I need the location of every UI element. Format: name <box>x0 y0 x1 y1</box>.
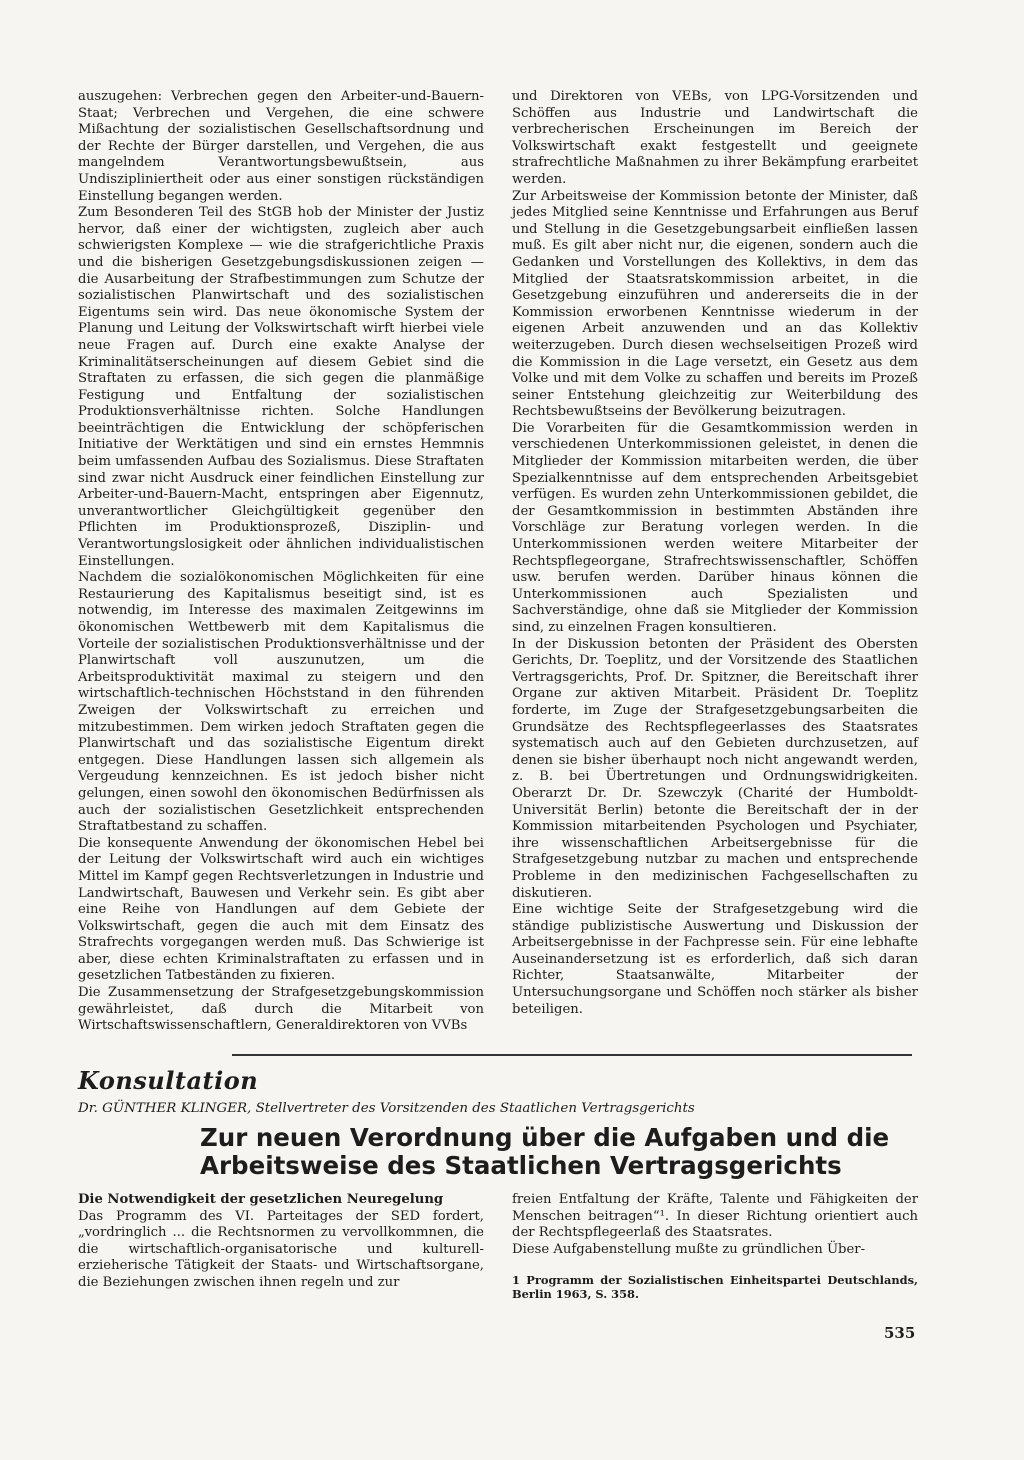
author-byline: Dr. GÜNTHER KLINGER, Stellvertreter des Vorsitzenden des Staatlichen Vertragsgerichts <box>78 1101 695 1116</box>
paragraph: und Direktoren von VEBs, von LPG-Vorsitzenden und Schöffen aus Industrie und Landwirtschaft die verbrecherischen Erscheinungen im Bereich der Volkswirtschaft exakt festgestellt und geeignete strafrechtliche Maßnahmen zu ihrer Bekämpfung erarbeitet werden. <box>512 89 918 187</box>
paragraph: Zur Arbeitsweise der Kommission betonte der Minister, daß jedes Mitglied seine Kenntnisse und Erfahrungen aus Beruf und Stellung in die Gesetzgebungsarbeit einfließen lassen muß. Es gilt aber nicht nur, die eigenen, sondern auch die Gedanken und Vorstellungen des Kollektivs, in dem das Mitglied der Staatsratskommission arbeitet, in die Gesetzgebung einzuführen und andererseits die in der Kommission erworbenen Kenntnisse wiederum in der eigenen Arbeit anzuwenden und an das Kollektiv weiterzugeben. Durch diesen wechselseitigen Prozeß wird die Kommission in die Lage versetzt, ein Gesetz aus dem Volke und mit dem Volke zu schaffen und bereits im Prozeß seiner Entstehung gleichzeitig zur Weiterbildung des Rechtsbewußtseins der Bevölkerung beizutragen. <box>512 188 918 420</box>
right-column <box>512 89 918 1018</box>
article-title: Zur neuen Verordnung über die Aufgaben und die Arbeitsweise des Staatlichen Vertragsgerichts <box>200 1123 890 1180</box>
article-right-column <box>512 1192 918 1258</box>
paragraph: Zum Besonderen Teil des StGB hob der Minister der Justiz hervor, daß einer der wichtigsten, zugleich aber auch schwierigsten Komplexe — wie die strafgerichtliche Praxis und die bisherigen Gesetzgebungsdiskussionen zeigen — die Ausarbeitung der Strafbestimmungen zum Schutze der sozialistischen Planwirtschaft und des sozialistischen Eigentums sein wird. Das neue ökonomische System der Planung und Leitung der Volkswirtschaft wirft hierbei viele neue Fragen auf. Durch eine exakte Analyse der Kriminalitätserscheinungen auf diesem Gebiet sind die Straftaten zu erfassen, die sich gegen die planmäßige Festigung und Entfaltung der sozialistischen Produktionsverhältnisse richten. Solche Handlungen beeinträchtigen die Entwicklung der schöpferischen Initiative der Werktätigen und sind ein ernstes Hemmnis beim umfassenden Aufbau des Sozialismus. Diese Straftaten sind zwar nicht Ausdruck einer feindlichen Einstellung zur Arbeiter-und-Bauern-Macht, entspringen aber Eigennutz, unverantwortlicher Gleichgültigkeit gegenüber den Pflichten im Produktionsprozeß, Disziplin- und Verantwortungslosigkeit oder ähnlichen individualistischen Einstellungen. <box>78 205 484 569</box>
article-left-column <box>78 1192 484 1292</box>
paragraph: freien Entfaltung der Kräfte, Talente und Fähigkeiten der Menschen beitragen“¹. In dieser Richtung orientiert auch der Rechtspflegeerlaß des Staatsrates. <box>512 1192 918 1241</box>
paragraph: Nachdem die sozialökonomischen Möglichkeiten für eine Restaurierung des Kapitalismus beseitigt sind, ist es notwendig, im Interesse des maximalen Zeitgewinns im ökonomischen Wettbewerb mit dem Kapitalismus die Vorteile der sozialistischen Produktionsverhältnisse und der Planwirtschaft voll auszunutzen, um die Arbeitsproduktivität maximal zu steigern und den wirtschaftlich-technischen Höchststand in den führenden Zweigen der Volkswirtschaft zu erreichen und mitzubestimmen. Dem wirken jedoch Straftaten gegen die Planwirtschaft und das sozialistische Eigentum direkt entgegen. Diese Handlungen lassen sich allgemein als Vergeudung kennzeichnen. Es ist jedoch bisher nicht gelungen, einen sowohl den ökonomischen Bedürfnissen als auch der sozialistischen Gesetzlichkeit entsprechenden Straftatbestand zu schaffen. <box>78 570 484 835</box>
paragraph: Die Zusammensetzung der Strafgesetzgebungskommission gewährleistet, daß durch die Mitarbeit von Wirtschaftswissenschaftlern, Generaldirektoren von VVBs <box>78 985 484 1034</box>
paragraph: Diese Aufgabenstellung mußte zu gründlichen Über- <box>512 1241 866 1257</box>
paragraph: Die Vorarbeiten für die Gesamtkommission werden in verschiedenen Unterkommissionen geleistet, in denen die Mitglieder der Kommission mitarbeiten werden, die über Spezialkenntnisse auf dem entsprechenden Arbeitsgebiet verfügen. Es wurden zehn Unterkommissionen gebildet, die der Gesamtkommission in bestimmten Abständen ihre Vorschläge zur Beratung vorlegen werden. In die Unterkommissionen werden weitere Mitarbeiter der Rechtspflegeorgane, Strafrechtswissenschaftler, Schöffen usw. berufen werden. Darüber hinaus können die Unterkommissionen auch Spezialisten und Sachverständige, ohne daß sie Mitglieder der Kommission sind, zu einzelnen Fragen konsultieren. <box>512 420 918 635</box>
footnote: 1 Programm der Sozialistischen Einheitspartei Deutschlands, Berlin 1963, S. 358. <box>512 1273 918 1301</box>
paragraph: auszugehen: Verbrechen gegen den Arbeiter-und-Bauern-Staat; Verbrechen und Vergehen, die eine schwere Mißachtung der sozialistischen Gesellschaftsordnung und der Rechte der Bürger darstellen, und Vergehen, die aus mangelndem Verantwortungsbewußtsein, aus Undiszipliniertheit oder aus einer sonstigen rückständigen Einstellung begangen werden. <box>78 89 484 204</box>
paragraph: Das Programm des VI. Parteitages der SED fordert, „vordringlich ... die Rechtsnormen zu vervollkommnen, die die wirtschaftlich-organisatorische und kulturell-erzieherische Tätigkeit der Staats- und Wirtschaftsorgane, die Beziehungen zwischen ihnen regeln und zur <box>78 1208 484 1290</box>
left-column <box>78 89 484 1035</box>
paragraph: In der Diskussion betonten der Präsident des Obersten Gerichts, Dr. Toeplitz, und der Vorsitzende des Staatlichen Vertragsgerichts, Prof. Dr. Spitzner, die Bereitschaft ihrer Organe zur aktiven Mitarbeit. Präsident Dr. Toeplitz forderte, im Zuge der Strafgesetzgebungsarbeiten die Grundsätze des Rechtspflegeerlasses des Staatsrates systematisch auch auf den Gebieten durchzusetzen, auf denen sie bisher überhaupt noch nicht angewandt werden, z. B. bei Übertretungen und Ordnungswidrigkeiten. Oberarzt Dr. Dr. Szewczyk (Charité der Humboldt-Universität Berlin) betonte die Bereitschaft der in der Kommission mitarbeitenden Psychologen und Psychiater, ihre wissenschaftlichen Arbeitsergebnisse für die Strafgesetzgebung nutzbar zu machen und entsprechende Probleme in den medizinischen Fachgesellschaften zu diskutieren. <box>512 636 918 901</box>
page-number: 535 <box>884 1324 916 1342</box>
paragraph: Eine wichtige Seite der Strafgesetzgebung wird die ständige publizistische Auswertung und Diskussion der Arbeitsergebnisse in der Fachpresse sein. Für eine lebhafte Auseinandersetzung ist es erforderlich, daß sich daran Richter, Staatsanwälte, Mitarbeiter der Untersuchungsorgane und Schöffen noch stärker als bisher beteiligen. <box>512 902 918 1017</box>
section-label: Konsultation <box>78 1066 259 1095</box>
paragraph: Die konsequente Anwendung der ökonomischen Hebel bei der Leitung der Volkswirtschaft wird auch ein wichtiges Mittel im Kampf gegen Rechtsverletzungen in Industrie und Landwirtschaft, Bauwesen und Verkehr sein. Es gibt aber eine Reihe von Handlungen auf dem Gebiete der Volkswirtschaft, gegen die auch mit dem Einsatz des Strafrechts vorgegangen werden muß. Das Schwierige ist aber, diese echten Kriminalstraftaten zu erfassen und in gesetzlichen Tatbeständen zu fixieren. <box>78 835 484 984</box>
section-divider <box>232 1054 912 1056</box>
subheading: Die Notwendigkeit der gesetzlichen Neuregelung <box>78 1192 444 1207</box>
